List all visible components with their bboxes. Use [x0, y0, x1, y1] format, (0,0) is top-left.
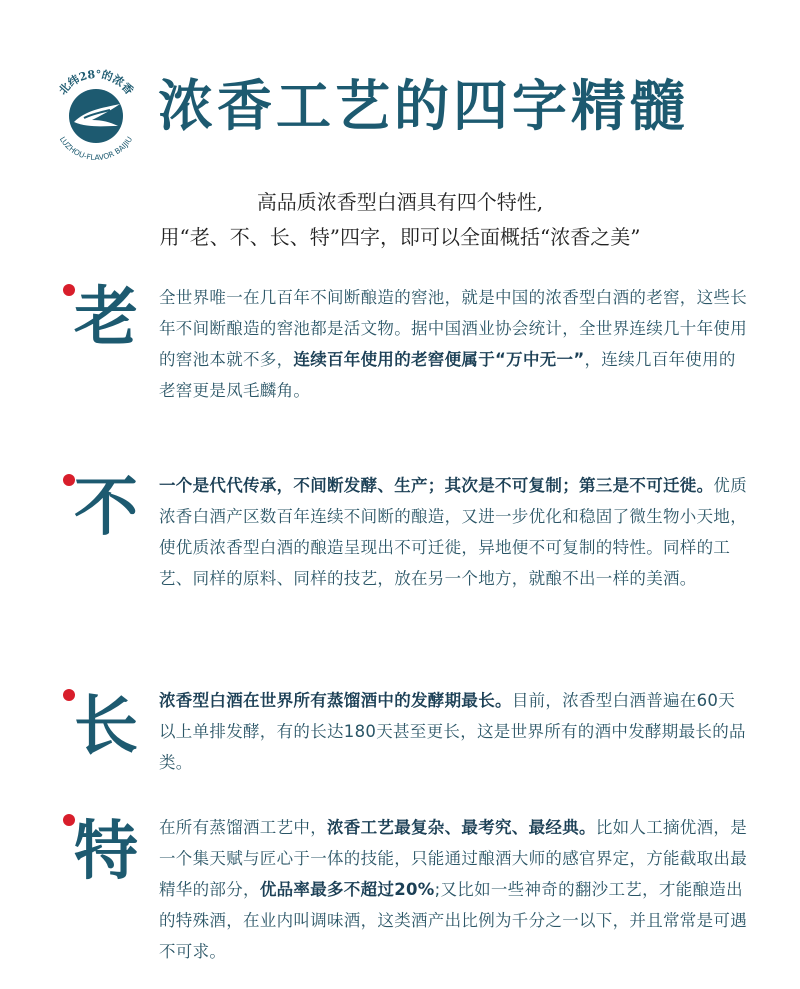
body-text: 全世界唯一在几百年不间断酿造的窖池，就是中国的浓香型白酒的老窖，这些长年不间断酿造的窖池都是活文物。据中国酒业协会统计，全世界连续几十年使用的窖池本就不多， — [159, 288, 747, 369]
section-paragraph — [159, 282, 749, 406]
body-text: 目前，浓香型白酒普遍在60天以上单排发酵，有的长达180天甚至更长，这是世界所有的酒中发酵期最长的品类。 — [159, 691, 746, 772]
section-char: 老 — [74, 280, 138, 355]
header — [0, 0, 800, 170]
emphasis-text: 浓香型白酒在世界所有蒸馏酒中的发酵期最长。 — [159, 691, 512, 710]
body-text: 优质浓香白酒产区数百年连续不间断的酿造，又进一步优化和稳固了微生物小天地，使优质浓香型白酒的酿造呈现出不可迁徙，异地便不可复制的特性。同样的工艺、同样的原料、同样的技艺，放在另一个地方，就酿不出一样的美酒。 — [159, 476, 748, 588]
section-char: 不 — [74, 470, 138, 545]
logo-sub-text: LUZHOU-FLAVOR BAIJIU — [57, 134, 135, 163]
brand-logo-icon — [44, 62, 148, 166]
section-paragraph — [159, 812, 749, 967]
emphasis-text: 连续百年使用的老窖便属于“万中无一” — [293, 350, 585, 369]
section-paragraph — [159, 685, 749, 778]
body-text: 比如人工摘优酒，是一个集天赋与匠心于一体的技能，只能通过酿酒大师的感官界定，方能截取出最精华的部分， — [159, 818, 748, 899]
body-text: 在所有蒸馏酒工艺中， — [159, 818, 327, 837]
emphasis-text: 优品率最多不超过20% — [259, 880, 435, 899]
logo-ring-text: 北纬28°的浓香 — [56, 67, 136, 98]
body-text: ;又比如一些神奇的翻沙工艺，才能酿造出的特殊酒，在业内叫调味酒，这类酒产出比例为千分之一以下，并且常常是可遇不可求。 — [159, 880, 747, 961]
body-text: ，连续几百年使用的老窖更是凤毛麟角。 — [159, 350, 736, 400]
section-paragraph — [159, 470, 749, 594]
page-title: 浓香工艺的四字精髓 — [158, 73, 690, 138]
intro-line-1: 高品质浓香型白酒具有四个特性, — [256, 190, 544, 214]
section-char: 特 — [74, 814, 138, 889]
section-char: 长 — [74, 689, 138, 764]
emphasis-text: 浓香工艺最复杂、最考究、最经典。 — [327, 818, 596, 837]
intro-line-2: 用“老、不、长、特”四字，即可以全面概括“浓香之美” — [159, 225, 641, 249]
emphasis-text: 一个是代代传承，不间断发酵、生产；其次是不可复制；第三是不可迁徙。 — [159, 476, 714, 495]
